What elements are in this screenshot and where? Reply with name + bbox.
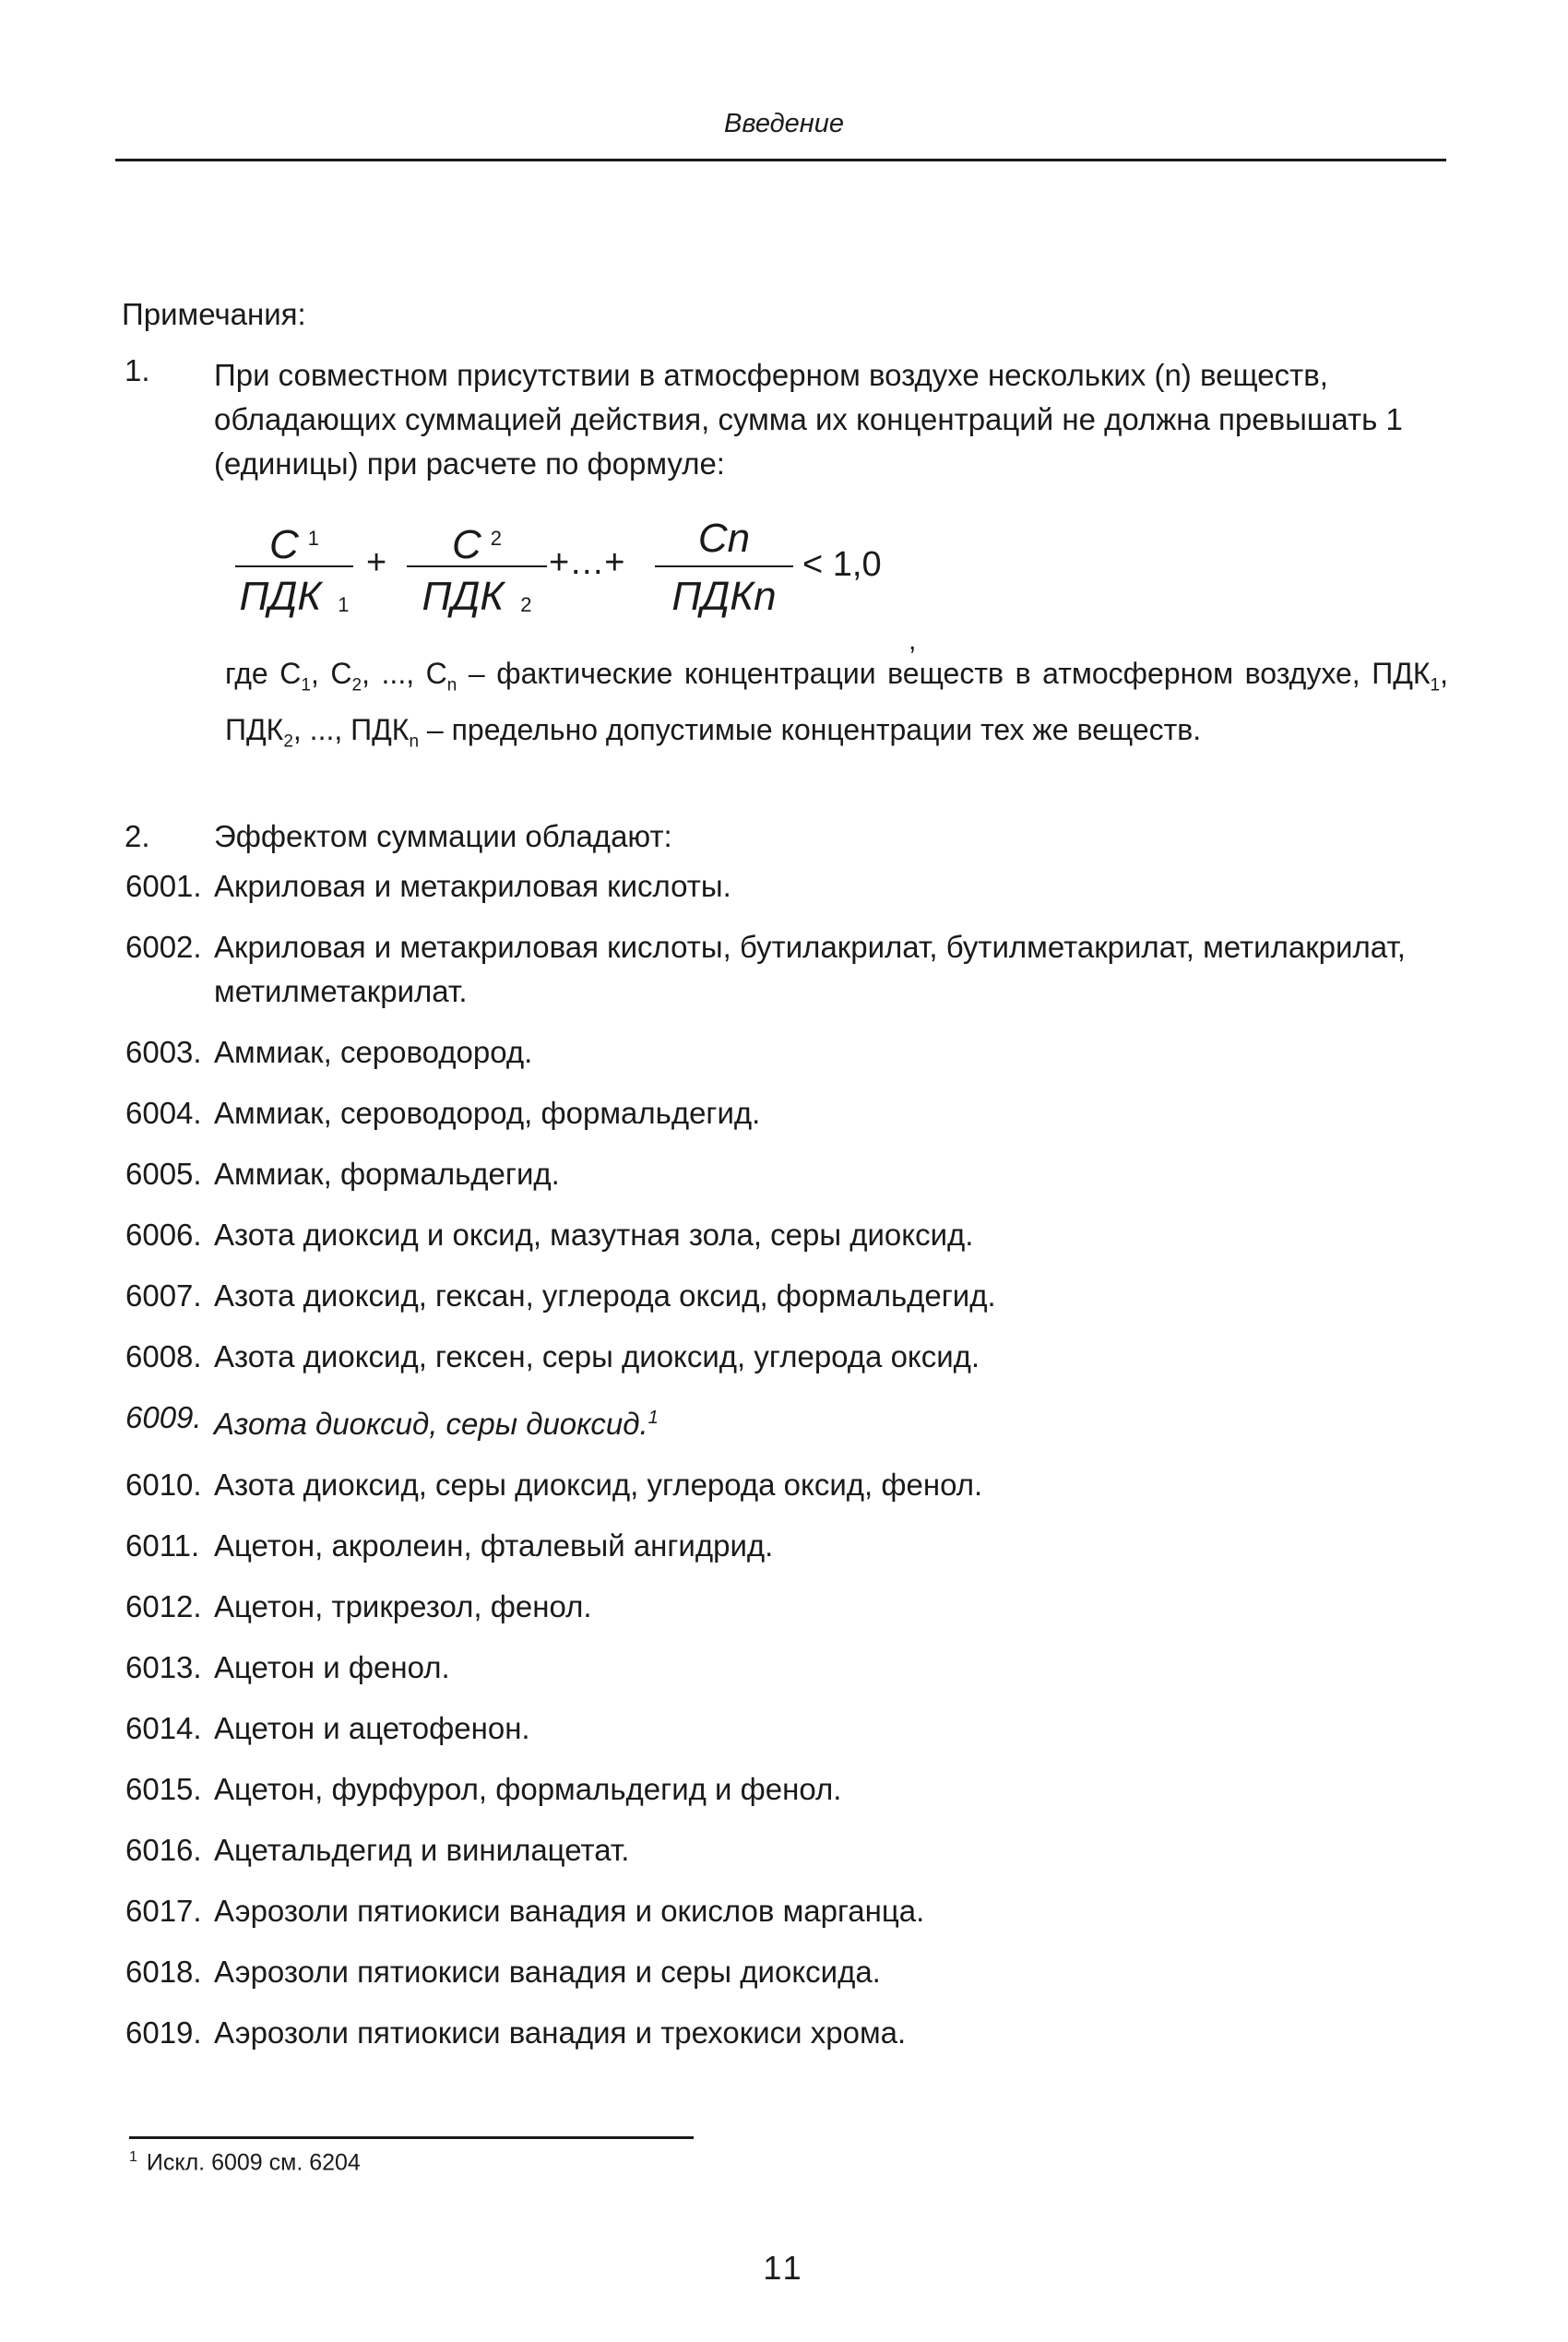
group-text: Аэрозоли пятиокиси ванадия и окислов марганца. (214, 1894, 925, 1928)
group-text: Азота диоксид, серы диоксид. (214, 1407, 648, 1441)
group-code: 6001. (125, 869, 202, 903)
note-2-number: 2. (125, 819, 150, 853)
footnote-mark: 1 (129, 2149, 137, 2165)
fraction-n-denominator: ПДКn (671, 574, 777, 619)
note-2-text: Эффектом суммации обладают: (214, 819, 672, 853)
running-head: Введение (723, 109, 845, 138)
group-text: Аэрозоли пятиокиси ванадия и трехокиси хрома. (214, 2015, 907, 2050)
group-code: 6007. (125, 1278, 202, 1313)
group-code: 6013. (125, 1650, 202, 1684)
fraction-2 (407, 512, 547, 623)
group-code: 6009. (125, 1400, 202, 1434)
where-sub-1: 1 (301, 675, 311, 695)
group-code: 6005. (125, 1157, 202, 1191)
fraction-1 (235, 512, 353, 623)
list-item (125, 925, 1454, 1014)
where-part-3: , ..., С (362, 657, 447, 690)
fraction-1-denominator-index: 1 (338, 593, 350, 616)
list-item (125, 1950, 1454, 1994)
group-text: Азота диоксид, гексен, серы диоксид, углерода оксид. (214, 1339, 980, 1373)
where-sub-4: 1 (1430, 675, 1441, 695)
group-text: Азота диоксид и оксид, мазутная зола, серы диоксид. (214, 1218, 974, 1252)
formula-explanation (225, 651, 1448, 765)
group-code: 6002. (125, 930, 202, 964)
where-part-7: – предельно допустимые концентрации тех же веществ. (419, 713, 1202, 747)
group-text: Ацетальдегид и винилацетат. (214, 1833, 630, 1867)
group-code: 6014. (125, 1711, 202, 1745)
group-code: 6016. (125, 1833, 202, 1867)
group-text: Азота диоксид, гексан, углерода оксид, формальдегид. (214, 1278, 996, 1313)
fraction-1-numerator: С (268, 522, 299, 567)
where-part-1: где С (225, 657, 302, 690)
footnote-text: Искл. 6009 см. 6204 (146, 2149, 361, 2176)
group-code: 6017. (125, 1894, 202, 1928)
where-sub-5: 2 (283, 731, 293, 752)
group-text: Ацетон, акролеин, фталевый ангидрид. (214, 1528, 774, 1563)
footnote-rule (129, 2136, 694, 2139)
list-item (125, 1889, 1454, 1933)
footnote (129, 2149, 361, 2176)
list-item (125, 1274, 1454, 1318)
list-item (125, 1585, 1454, 1629)
group-code: 6015. (125, 1772, 202, 1806)
fraction-n-numerator: Сn (697, 516, 751, 561)
where-part-6: , ..., ПДК (292, 713, 410, 747)
footnote-reference[interactable]: 1 (647, 1408, 659, 1428)
group-text: Аммиак, сероводород, формальдегид. (214, 1096, 761, 1130)
list-item (125, 2011, 1454, 2055)
group-code: 6003. (125, 1035, 202, 1069)
plus-ellipsis-plus: +…+ (549, 543, 625, 582)
header-rule (115, 159, 1446, 161)
group-text: Аммиак, формальдегид. (214, 1157, 560, 1191)
list-item (125, 864, 1454, 909)
fraction-1-denominator: ПДК (239, 574, 322, 619)
group-code: 6004. (125, 1096, 202, 1130)
group-text: Акриловая и метакриловая кислоты. (214, 869, 731, 903)
list-item (125, 1828, 1454, 1872)
fraction-2-numerator: С (451, 522, 481, 567)
group-text: Ацетон и ацетофенон. (214, 1711, 530, 1745)
summation-formula (235, 512, 936, 641)
list-item (125, 1706, 1454, 1751)
group-code: 6012. (125, 1589, 202, 1623)
notes-title: Примечания: (122, 297, 306, 331)
plus-sign-1: + (366, 543, 387, 582)
group-text: Аммиак, сероводород. (214, 1035, 533, 1069)
group-code: 6008. (125, 1339, 202, 1373)
list-item (125, 1767, 1454, 1812)
list-item (125, 1335, 1454, 1379)
where-sub-2: 2 (351, 675, 362, 695)
fraction-1-numerator-index: 1 (307, 527, 320, 550)
note-1-number: 1. (125, 353, 150, 387)
group-text: Ацетон, трикрезол, фенол. (214, 1589, 592, 1623)
group-text: Акриловая и метакриловая кислоты, бутилакрилат, бутилметакрилат, метилакрилат, метилметакрилат. (214, 930, 1406, 1008)
fraction-2-denominator: ПДК (422, 574, 505, 619)
fraction-2-numerator-index: 2 (490, 527, 503, 550)
list-item (125, 1463, 1454, 1507)
list-item (125, 1152, 1454, 1196)
fraction-2-denominator-index: 2 (520, 593, 532, 616)
group-code: 6011. (125, 1528, 200, 1563)
list-item (125, 1091, 1454, 1135)
where-sub-6: n (409, 731, 420, 752)
list-item (125, 1030, 1454, 1075)
list-item (125, 1646, 1454, 1690)
note-1-text: При совместном присутствии в атмосферном воздухе нескольких (n) веществ, обладающих суммацией действия, сумма их концентраций не должна превышать 1 (единицы) при расчете по формуле: (214, 358, 1403, 481)
inequality-rhs: < 1,0 (802, 545, 882, 584)
group-text: Ацетон и фенол. (214, 1650, 450, 1684)
list-item-excluded (125, 1396, 1454, 1446)
group-code: 6019. (125, 2015, 202, 2050)
formula-trailing-comma: , (909, 625, 917, 656)
where-part-5: , ПДК (225, 657, 1449, 747)
summation-groups-list (125, 864, 1454, 2072)
page-number: 11 (763, 2249, 805, 2287)
group-text: Аэрозоли пятиокиси ванадия и серы диоксида. (214, 1955, 881, 1989)
group-code: 6010. (125, 1468, 202, 1502)
fraction-n (655, 512, 793, 623)
list-item (125, 1213, 1454, 1257)
where-sub-3: n (446, 675, 457, 695)
where-part-4: – фактические концентрации веществ в атмосферном воздухе, ПДК (457, 657, 1431, 690)
group-text: Азота диоксид, серы диоксид, углерода оксид, фенол. (214, 1468, 983, 1502)
where-part-2: , С (310, 657, 352, 690)
list-item (125, 1524, 1454, 1568)
group-code: 6006. (125, 1218, 202, 1252)
group-text: Ацетон, фурфурол, формальдегид и фенол. (214, 1772, 842, 1806)
group-code: 6018. (125, 1955, 202, 1989)
